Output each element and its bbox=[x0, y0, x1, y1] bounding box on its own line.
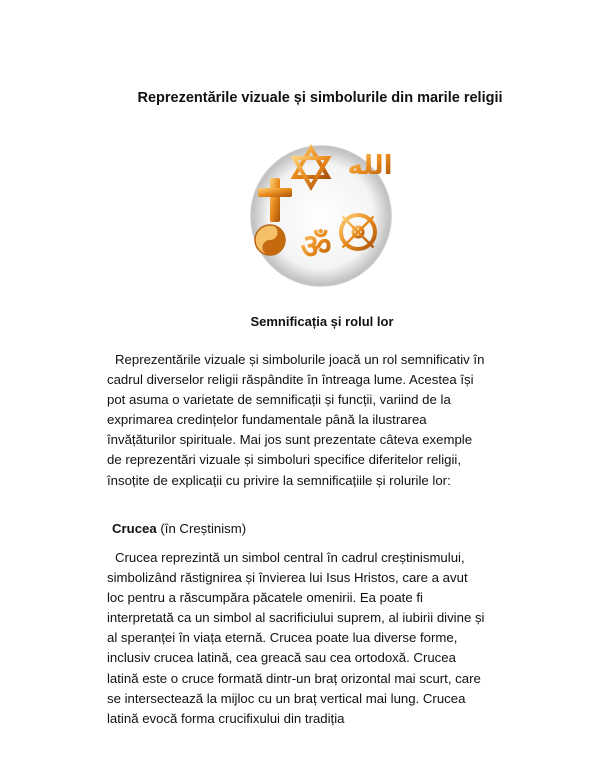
dharma-wheel-icon bbox=[336, 210, 380, 254]
section-heading: Crucea (în Creștinism) bbox=[112, 521, 247, 536]
cross-paragraph: Crucea reprezintă un simbol central în cadrul creștinismului, simbolizând răstignirea și învierea lui Isus Hristos, care a avut loc pentru a răscumpăra păcatele omenirii. Ea poate fi interpretată ca un simbol al sacrificiului suprem, al iubirii divine și al speranței în viața eternă. Crucea poate lua diverse forme, inclusiv crucea latină, cea greacă sau cea ortodoxă. Crucea latină este o cruce formată dintr-un braț orizontal mai scurt, care se intersectează la mijloc cu un braț vertical mai lung. Crucea latină evocă forma crucifixului din tradiția bbox=[107, 550, 485, 726]
page-title: Reprezentările vizuale și simbolurile din marile religii bbox=[137, 90, 503, 106]
om-icon: ॐ bbox=[300, 227, 332, 267]
religious-symbols-emblem bbox=[248, 142, 394, 290]
yin-yang-icon bbox=[255, 225, 285, 255]
allah-calligraphy-icon: الله bbox=[347, 151, 393, 181]
intro-paragraph: Reprezentările vizuale și simbolurile joacă un rol semnificativ în cadrul diverselor religii răspândite în întreaga lume. Acestea își pot asuma o varietate de semnificații și funcții, variind de la exprimarea credințelor fundamentale până la ilustrarea învățăturilor spirituale. Mai jos sunt prezentate câteva exemple de reprezentări vizuale și simboluri specifice diferitelor religii, însoțite de explicații cu privire la semnificațiile și rolurile lor: bbox=[107, 352, 485, 488]
section-subtitle: Semnificația și rolul lor bbox=[250, 314, 394, 329]
